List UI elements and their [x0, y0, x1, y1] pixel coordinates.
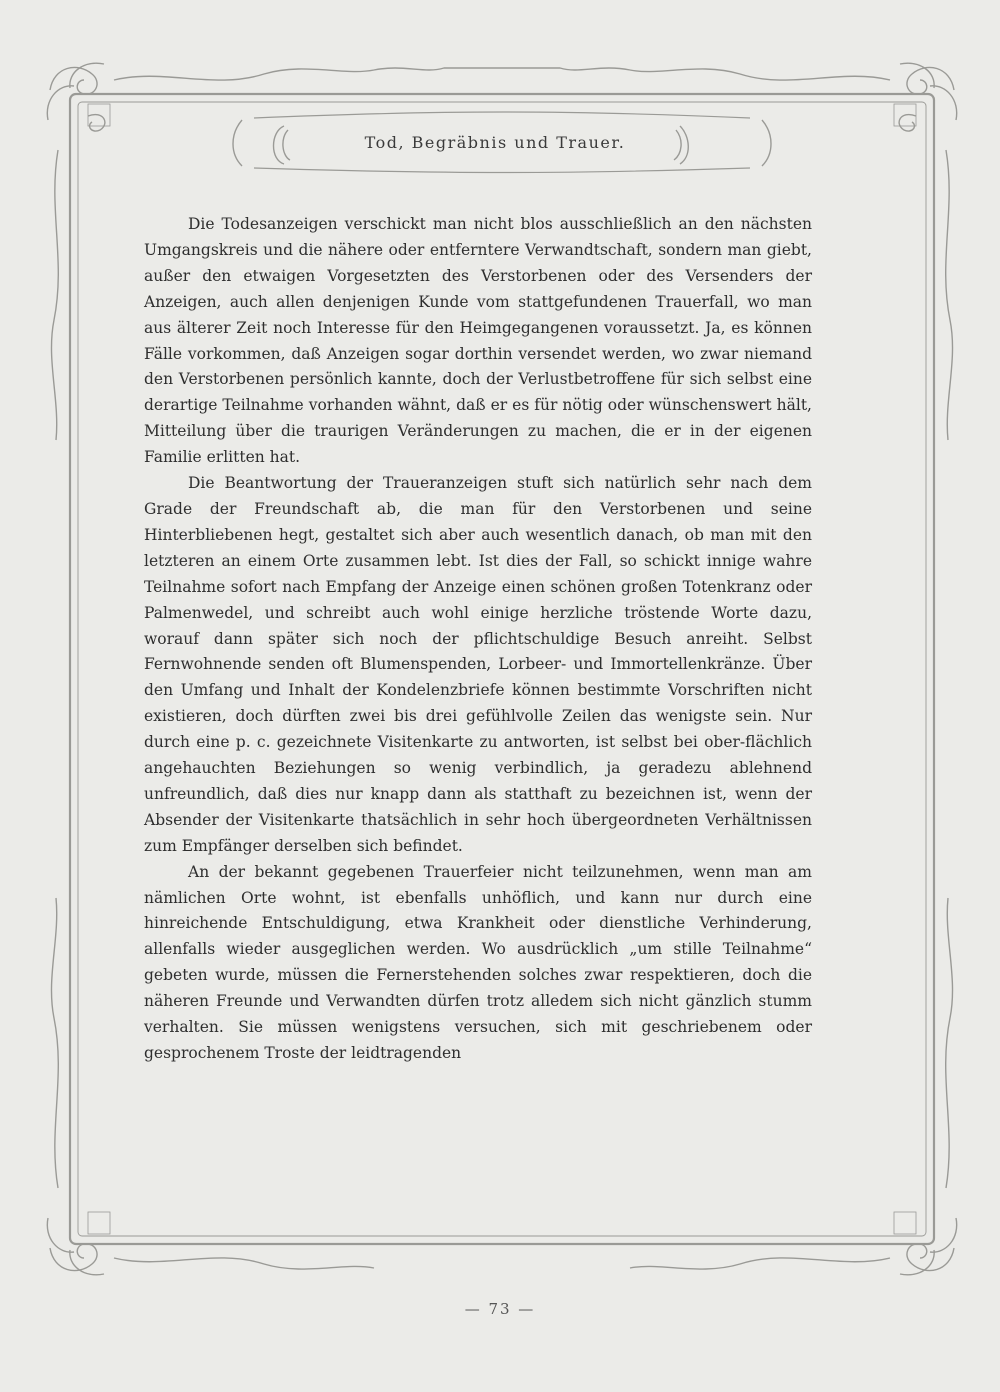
body-text: [144, 212, 812, 1067]
paragraph: Die Todesanzeigen verschickt man nicht blos ausschließlich an den nächsten Umgangskreis und die nähere oder entferntere Verwandtschaft, sondern man giebt, außer den etwaigen Vorgesetzten des Verstorbenen oder des Versenders der Anzeigen, auch allen denjenigen Kunde vom stattgefundenen Trauerfall, wo man aus älterer Zeit noch Interesse für den Heimgegangenen voraussetzt. Ja, es können Fälle vorkommen, daß Anzeigen sogar dorthin versendet werden, wo zwar niemand den Verstorbenen persönlich kannte, doch der Verlustbetroffene für sich selbst eine derartige Teilnahme vorhanden wähnt, daß er es für nötig oder wünschenswert hält, Mitteilung über die traurigen Veränderungen zu machen, die er in der eigenen Familie erlitten hat.: [144, 215, 812, 467]
paragraph: Die Beantwortung der Traueranzeigen stuft sich natürlich sehr nach dem Grade der Freundschaft ab, die man für den Verstorbenen und seine Hinterbliebenen hegt, gestaltet sich aber auch wesentlich danach, ob man mit den letzteren an einem Orte zusammen lebt. Ist dies der Fall, so schickt innige wahre Teilnahme sofort nach Empfang der Anzeige einen schönen großen Totenkranz oder Palmenwedel, und schreibt auch wohl einige herzliche tröstende Worte dazu, worauf dann später sich noch der pflichtschuldige Besuch anreiht. Selbst Fernwohnende senden oft Blumenspenden, Lorbeer- und Immortellenkränze. Über den Umfang und Inhalt der Kondelenzbriefe können bestimmte Vorschriften nicht existieren, doch dürften zwei bis drei gefühlvolle Zeilen das wenigste sein. Nur durch eine p. c. gezeichnete Visitenkarte zu antworten, ist selbst bei ober-flächlich angehauchten Beziehungen so wenig verbindlich, ja geradezu ablehnend unfreundlich, daß dies nur knapp dann als statthaft zu bezeichnen ist, wenn der Absender der Visitenkarte thatsächlich in sehr hoch übergeordneten Verhältnissen zum Empfänger derselben sich befindet.: [144, 474, 812, 855]
page-number: — 73 —: [464, 1300, 536, 1318]
paragraph: An der bekannt gegebenen Trauerfeier nicht teilzunehmen, wenn man am nämlichen Orte wohnt, ist ebenfalls unhöflich, und kann nur durch eine hinreichende Entschuldigung, etwa Krankheit oder dienstliche Verhinderung, allenfalls wieder ausgeglichen werden. Wo ausdrücklich „um stille Teilnahme“ gebeten wurde, müssen die Fernerstehenden solches zwar respektieren, doch die näheren Freunde und Verwandten dürfen trotz alledem sich nicht gänzlich stumm verhalten. Sie müssen wenigstens versuchen, sich mit geschriebenem oder gesprochenem Troste der leidtragenden: [144, 862, 812, 1062]
running-header-title: Tod, Begräbnis und Trauer.: [364, 133, 626, 152]
